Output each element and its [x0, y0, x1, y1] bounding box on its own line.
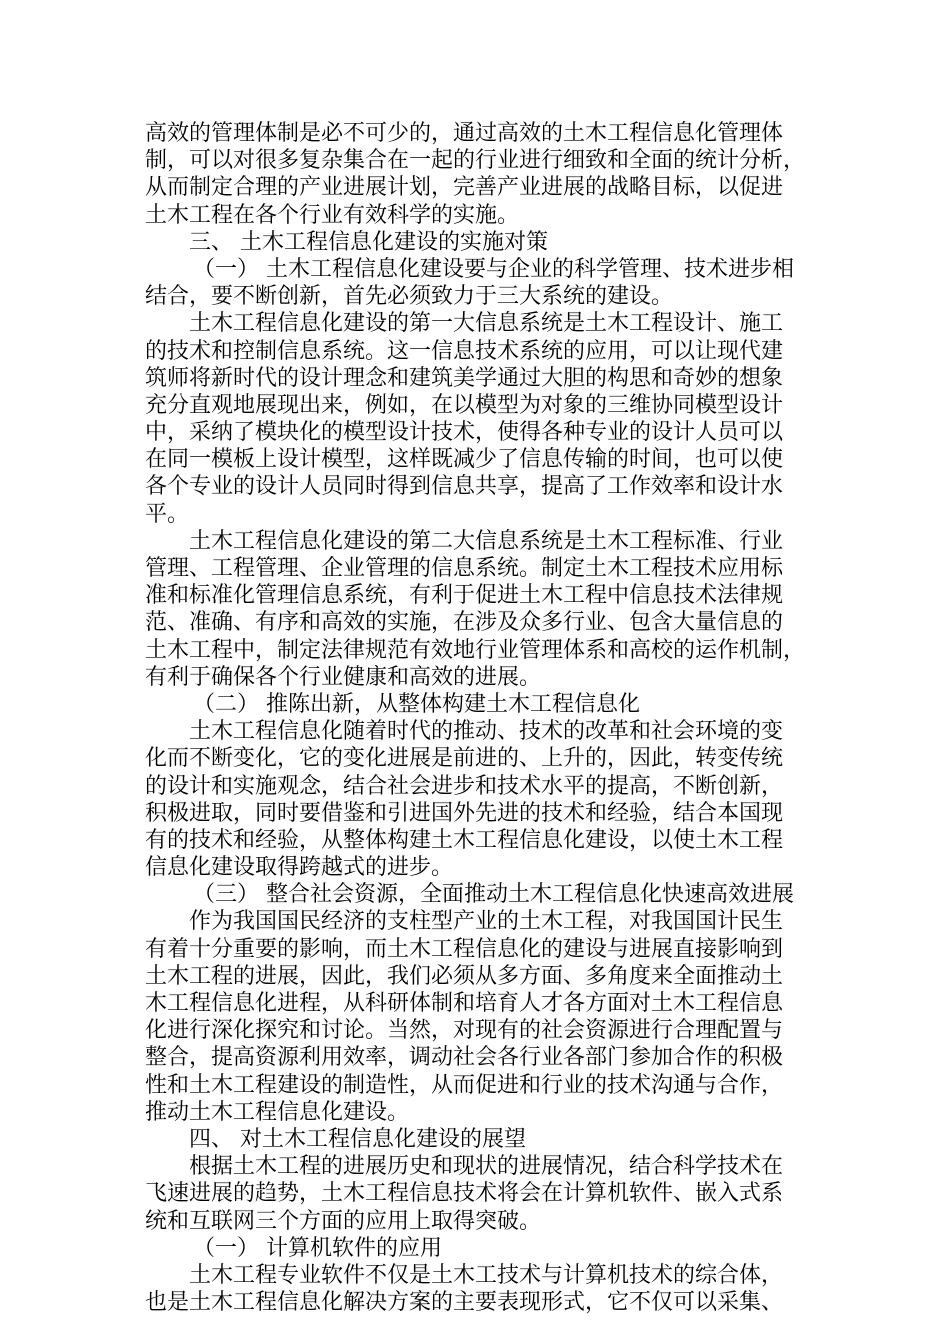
text-line: 充分直观地展现出来，例如，在以模型为对象的三维协同模型设计 [145, 392, 784, 418]
text-line: 有的技术和经验，从整体构建土木工程信息化建设，以使土木工程 [145, 827, 784, 853]
text-line: 有着十分重要的影响，而土木工程信息化的建设与进展直接影响到 [145, 936, 784, 962]
text-line: 土木工程信息化建设的第二大信息系统是土木工程标准、行业 [189, 528, 784, 554]
text-line: 高效的管理体制是必不可少的，通过高效的土木工程信息化管理体 [145, 121, 784, 146]
text-line: 筑师将新时代的设计理念和建筑美学通过大胆的构思和奇妙的想象 [145, 365, 784, 391]
text-line: （二） 推陈出新，从整体构建土木工程信息化 [193, 691, 640, 717]
text-line: 准和标准化管理信息系统，有利于促进土木工程中信息技术法律规 [145, 583, 784, 609]
text-line: 飞速进展的趋势，土木工程信息技术将会在计算机软件、嵌入式系 [145, 1181, 784, 1207]
text-line: （三） 整合社会资源，全面推动土木工程信息化快速高效进展 [193, 882, 794, 908]
text-line: 土木工程在各个行业有效科学的实施。 [145, 202, 520, 228]
text-line: 中，采纳了模块化的模型设计技术，使得各种专业的设计人员可以 [145, 420, 784, 446]
text-line: 作为我国国民经济的支柱型产业的土木工程，对我国国计民生 [189, 909, 784, 935]
text-line: 土木工程信息化随着时代的推动、技术的改革和社会环境的变 [189, 719, 784, 745]
text-line: 整合，提高资源利用效率，调动社会各行业各部门参加合作的积极 [145, 1045, 784, 1071]
text-line: （一） 计算机软件的应用 [193, 1235, 442, 1261]
text-line: 土木工程专业软件不仅是土木工技术与计算机技术的综合体， [189, 1262, 784, 1288]
text-line: 信息化建设取得跨越式的进步。 [145, 855, 454, 881]
text-line: 四、 对土木工程信息化建设的展望 [189, 1126, 526, 1152]
text-line: 制，可以对很多复杂集合在一起的行业进行细致和全面的统计分析， [145, 148, 806, 174]
text-line: 土木工程信息化建设的第一大信息系统是土木工程设计、施工 [189, 311, 784, 337]
text-line: 积极进取，同时要借鉴和引进国外先进的技术和经验，结合本国现 [145, 800, 784, 826]
text-line: 推动土木工程信息化建设。 [145, 1099, 410, 1125]
text-line: 从而制定合理的产业进展计划，完善产业进展的战略目标，以促进 [145, 175, 784, 201]
text-line: 根据土木工程的进展历史和现状的进展情况，结合科学技术在 [189, 1154, 784, 1180]
text-line: 各个专业的设计人员同时得到信息共享，提高了工作效率和设计水 [145, 474, 784, 500]
text-line: 化而不断变化，它的变化进展是前进的、上升的，因此，转变传统 [145, 746, 784, 772]
text-line: 土木工程中，制定法律规范有效地行业管理体系和高校的运作机制， [145, 637, 806, 663]
document-body [145, 120, 809, 1316]
text-line: 也是土木工程信息化解决方案的主要表现形式，它不仅可以采集、 [145, 1290, 784, 1316]
text-line: （一） 土木工程信息化建设要与企业的科学管理、技术进步相 [193, 256, 794, 282]
text-line: 在同一模板上设计模型，这样既减少了信息传输的时间，也可以使 [145, 447, 784, 473]
text-line: 三、 土木工程信息化建设的实施对策 [189, 229, 548, 255]
text-line: 的设计和实施观念，结合社会进步和技术水平的提高，不断创新， [145, 773, 784, 799]
text-line: 土木工程的进展，因此，我们必须从多方面、多角度来全面推动土 [145, 963, 784, 989]
text-line: 平。 [145, 501, 190, 527]
text-line: 性和土木工程建设的制造性，从而促进和行业的技术沟通与合作， [145, 1072, 784, 1098]
text-line: 木工程信息化进程，从科研体制和培育人才各方面对土木工程信息 [145, 991, 784, 1016]
text-line: 化进行深化探究和讨论。当然，对现有的社会资源进行合理配置与 [145, 1018, 784, 1044]
text-line: 有利于确保各个行业健康和高效的进展。 [145, 664, 542, 690]
text-line: 统和互联网三个方面的应用上取得突破。 [145, 1208, 542, 1234]
text-line: 结合，要不断创新，首先必须致力于三大系统的建设。 [145, 284, 674, 310]
text-line: 的技术和控制信息系统。这一信息技术系统的应用，可以让现代建 [145, 338, 784, 364]
text-line: 范、准确、有序和高效的实施，在涉及众多行业、包含大量信息的 [145, 610, 784, 636]
text-line: 管理、工程管理、企业管理的信息系统。制定土木工程技术应用标 [145, 556, 784, 581]
